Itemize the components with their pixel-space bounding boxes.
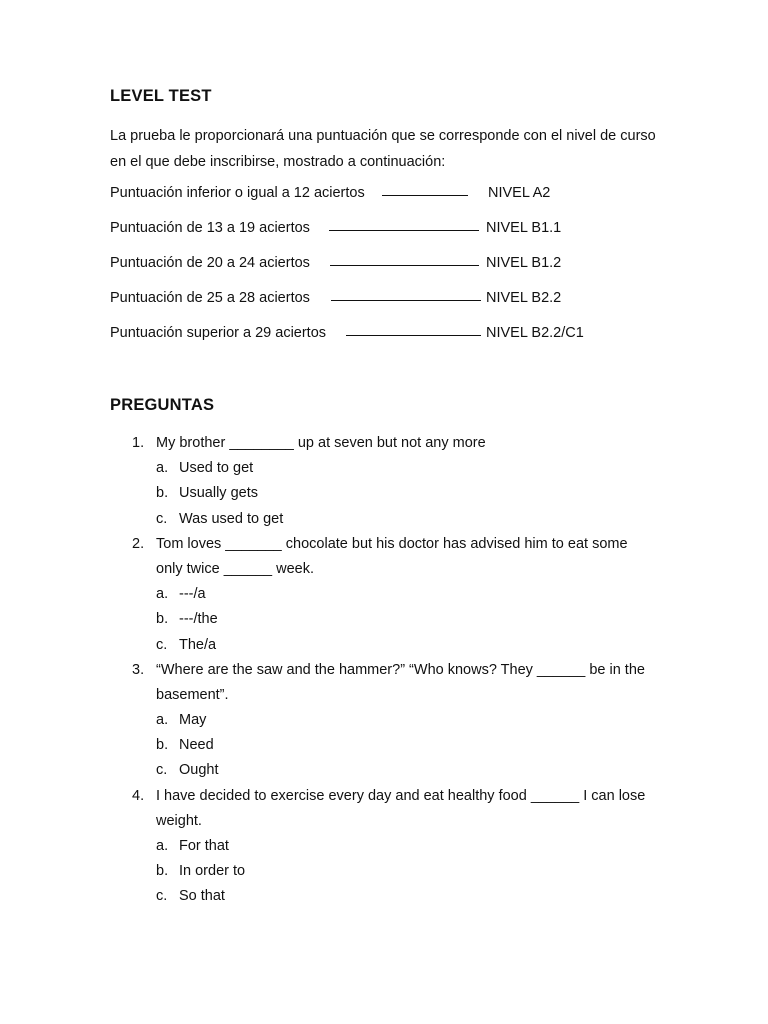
question-number: 2. (132, 535, 145, 552)
answer-option (0, 456, 768, 481)
question-stem: I have decided to exercise every day and eat healthy food ______ I can lose weight. (156, 787, 646, 829)
questions-list (0, 431, 768, 910)
level-test-heading: LEVEL TEST (110, 87, 212, 105)
score-row (110, 290, 610, 310)
option-text: For that (179, 838, 229, 855)
answer-option (0, 859, 768, 884)
score-connector-line (329, 230, 479, 231)
option-letter: b. (156, 611, 169, 628)
score-connector-line (331, 300, 481, 301)
score-label: Puntuación superior a 29 aciertos (110, 325, 327, 341)
option-text: Usually gets (179, 485, 258, 502)
option-text: Was used to get (179, 510, 284, 527)
score-row (110, 255, 610, 275)
option-letter: b. (156, 485, 169, 502)
question-number: 1. (132, 435, 145, 451)
answer-option (0, 582, 768, 607)
score-row (110, 220, 610, 240)
option-letter: a. (156, 712, 169, 729)
question-stem: My brother ________ up at seven but not any more (156, 435, 486, 451)
option-text: In order to (179, 863, 246, 880)
preguntas-heading: PREGUNTAS (110, 396, 215, 414)
question-item (0, 532, 768, 658)
option-text: Need (179, 737, 214, 754)
score-level: NIVEL B1.1 (486, 220, 562, 236)
option-letter: c. (156, 888, 168, 905)
answer-option (0, 481, 768, 506)
score-level: NIVEL B2.2 (486, 290, 562, 306)
option-letter: c. (156, 762, 168, 779)
score-level: NIVEL A2 (488, 185, 551, 201)
score-label: Puntuación de 20 a 24 aciertos (110, 255, 310, 271)
answer-option (0, 507, 768, 532)
score-connector-line (330, 265, 479, 266)
option-text: May (179, 712, 207, 729)
option-letter: c. (156, 636, 168, 653)
score-level: NIVEL B2.2/C1 (486, 325, 584, 341)
question-item (0, 784, 768, 910)
question-stem: Tom loves _______ chocolate but his doctor has advised him to eat some only twice ______ week. (156, 535, 628, 577)
option-letter: b. (156, 863, 169, 880)
answer-option (0, 758, 768, 783)
option-letter: c. (156, 510, 168, 527)
answer-option (0, 834, 768, 859)
option-text: Ought (179, 762, 219, 779)
option-text: So that (179, 888, 225, 905)
question-item (0, 431, 768, 532)
answer-option (0, 884, 768, 909)
option-letter: b. (156, 737, 169, 754)
answer-option (0, 708, 768, 733)
score-connector-line (382, 195, 468, 196)
option-text: The/a (179, 636, 217, 653)
score-row (110, 325, 610, 345)
intro-paragraph: La prueba le proporcionará una puntuación que se corresponde con el nivel de curso en el que debe inscribirse, mostrado a continuación: (110, 128, 656, 170)
question-item (0, 658, 768, 784)
score-row (110, 185, 610, 205)
option-letter: a. (156, 838, 169, 855)
question-number: 4. (132, 787, 145, 804)
option-letter: a. (156, 460, 169, 477)
option-text: ---/a (179, 586, 206, 603)
score-label: Puntuación de 25 a 28 aciertos (110, 290, 310, 306)
score-connector-line (346, 335, 481, 336)
option-letter: a. (156, 586, 169, 603)
option-text: ---/the (179, 611, 218, 628)
score-level: NIVEL B1.2 (486, 255, 562, 271)
answer-option (0, 733, 768, 758)
score-label: Puntuación inferior o igual a 12 aciertos (110, 185, 365, 201)
score-label: Puntuación de 13 a 19 aciertos (110, 220, 310, 236)
question-stem: “Where are the saw and the hammer?” “Who knows? They ______ be in the basement”. (156, 661, 645, 703)
question-number: 3. (132, 661, 145, 678)
answer-option (0, 607, 768, 632)
option-text: Used to get (179, 460, 254, 477)
answer-option (0, 633, 768, 658)
